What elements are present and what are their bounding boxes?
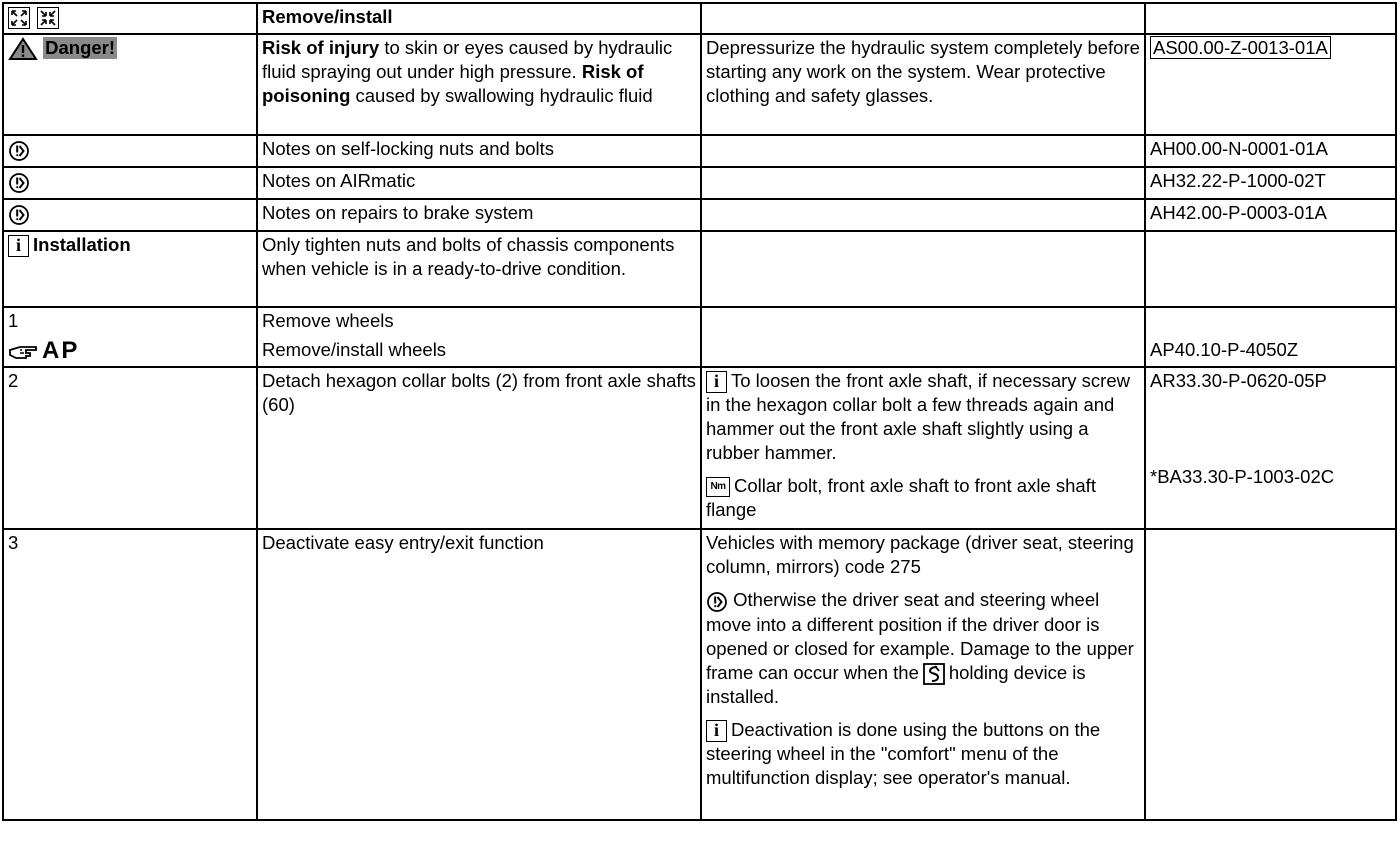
warning-triangle-icon (8, 37, 38, 61)
risk-injury-label: Risk of injury (262, 37, 380, 58)
step3-info-text: Deactivation is done using the buttons on the steering wheel in the "comfort" menu of the multifunction display; see operator's manual. (706, 719, 1101, 789)
installation-empty-1 (701, 231, 1145, 307)
step-row-2 (3, 367, 1396, 529)
step2-info-text: To loosen the front axle shaft, if necessary screw in the hexagon collar bolt a few threads again and hammer out the front axle shaft slightly using a rubber hammer. (706, 370, 1130, 464)
note-empty (701, 167, 1145, 199)
header-icons-cell (3, 3, 257, 34)
step2-ref-cell (1145, 367, 1396, 529)
step-row-3 (3, 529, 1396, 820)
danger-ref-cell (1145, 34, 1396, 135)
note-icon-cell (3, 167, 257, 199)
note-empty (701, 135, 1145, 167)
header-row (3, 3, 1396, 34)
holding-device-icon (923, 663, 945, 685)
info-icon: i (8, 235, 29, 257)
note-text: Notes on self-locking nuts and bolts (257, 135, 701, 167)
installation-label-cell (3, 231, 257, 307)
note-text: Notes on repairs to brake system (257, 199, 701, 231)
note-row (3, 167, 1396, 199)
header-empty-2 (1145, 3, 1396, 34)
step3-note-text-b: holding device is installed. (706, 662, 1086, 708)
danger-measure-cell: Depressurize the hydraulic system completely before starting any work on the system. Wear protective clothing and safety glasses. (701, 34, 1145, 135)
note-icon-cell (3, 199, 257, 231)
ap-label: AP (42, 337, 80, 365)
step2-text: Detach hexagon collar bolts (2) from front axle shafts (60) (257, 367, 701, 529)
danger-label-cell (3, 34, 257, 135)
step1-number: 1 (8, 310, 19, 331)
step3-note-text-a: Otherwise the driver seat and steering wheel move into a different position if the driver door is opened or closed for example. Damage to the upper frame can occur when the (706, 589, 1134, 684)
note-ref-link[interactable]: AH00.00-N-0001-01A (1145, 135, 1396, 167)
step3-vehicles-text: Vehicles with memory package (driver seat, steering column, mirrors) code 275 (706, 532, 1134, 577)
note-text: Notes on AIRmatic (257, 167, 701, 199)
expand-icon[interactable] (8, 7, 30, 29)
info-icon: i (706, 371, 727, 393)
installation-text: Only tighten nuts and bolts of chassis components when vehicle is in a ready-to-drive condition. (257, 231, 701, 307)
step2-info-cell (701, 367, 1145, 529)
note-row (3, 135, 1396, 167)
note-icon (8, 204, 30, 226)
step3-detail-cell (701, 529, 1145, 820)
collapse-icon[interactable] (37, 7, 59, 29)
step-row-1 (3, 307, 1396, 367)
header-title: Remove/install (257, 3, 701, 34)
step3-number: 3 (3, 529, 257, 820)
risk-injury-text: to skin or eyes caused by hydraulic fluid spraying out under high pressure. (262, 37, 673, 82)
note-row (3, 199, 1396, 231)
installation-row (3, 231, 1396, 307)
installation-label: Installation (33, 234, 131, 255)
step2-nm-ref-link[interactable]: *BA33.30-P-1003-02C (1150, 466, 1335, 487)
step1-text-cell (257, 307, 701, 367)
note-icon (8, 172, 30, 194)
note-ref-link[interactable]: AH42.00-P-0003-01A (1145, 199, 1396, 231)
danger-ref-link[interactable]: AS00.00-Z-0013-01A (1150, 36, 1331, 59)
step2-info-ref-link[interactable]: AR33.30-P-0620-05P (1150, 370, 1327, 391)
step1-empty (701, 307, 1145, 367)
step3-text: Deactivate easy entry/exit function (257, 529, 701, 820)
danger-label: Danger! (45, 37, 116, 58)
note-empty (701, 199, 1145, 231)
header-empty-1 (701, 3, 1145, 34)
step1-text: Remove wheels (262, 310, 394, 331)
risk-poisoning-label: Risk of poisoning (262, 61, 644, 106)
step2-number: 2 (3, 367, 257, 529)
pointing-hand-icon (8, 341, 42, 361)
step3-empty (1145, 529, 1396, 820)
step1-number-cell (3, 307, 257, 367)
torque-nm-icon: Nm (706, 477, 730, 497)
note-ref-link[interactable]: AH32.22-P-1000-02T (1145, 167, 1396, 199)
risk-poisoning-text: caused by swallowing hydraulic fluid (350, 85, 653, 106)
info-icon: i (706, 720, 727, 742)
installation-empty-2 (1145, 231, 1396, 307)
step1-ap-ref-link[interactable]: AP40.10-P-4050Z (1150, 339, 1299, 360)
note-icon (706, 591, 728, 613)
step1-ap-text: Remove/install wheels (262, 339, 447, 360)
procedure-table (2, 2, 1397, 821)
step2-nm-text: Collar bolt, front axle shaft to front axle shaft flange (706, 475, 1096, 521)
step1-ref-cell (1145, 307, 1396, 367)
note-icon (8, 140, 30, 162)
danger-risk-cell (257, 34, 701, 135)
danger-row (3, 34, 1396, 135)
note-icon-cell (3, 135, 257, 167)
